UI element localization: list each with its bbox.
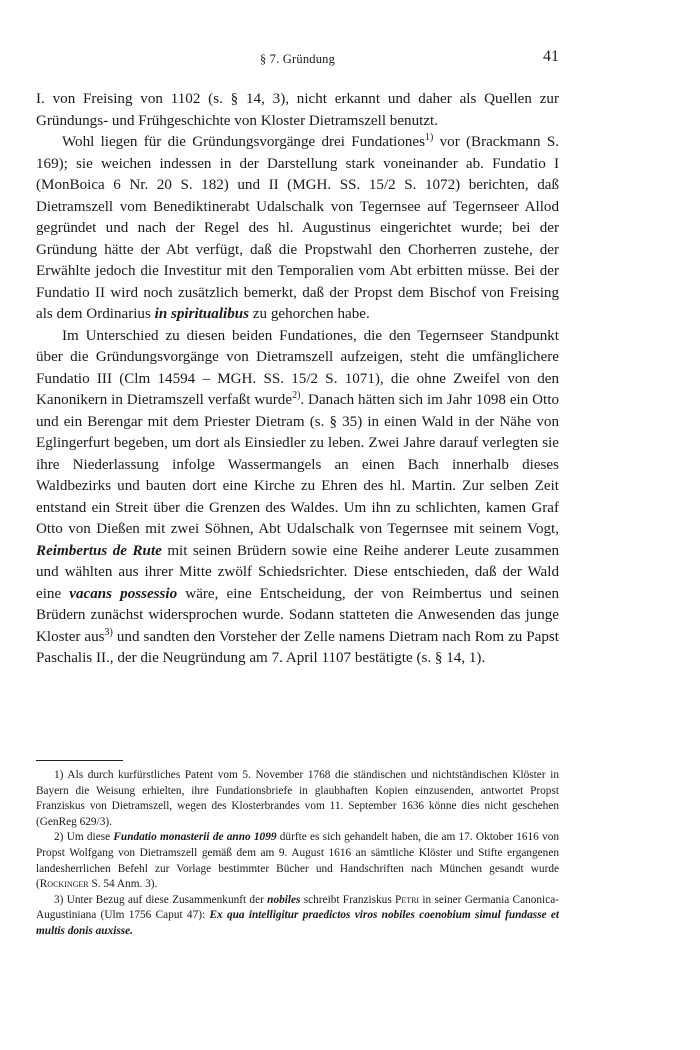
footnote-divider (36, 760, 123, 761)
footnote-1-text: Als durch kurfürstliches Patent vom 5. November 1768 die ständischen und nichtständischen Klöster in Bayern die Weisung erhielten, ihre Fundationsbriefe in glaubhaften Kopien einzusenden, antwortet Propst Franziskus von Dietramszell, wegen des Klosterbrandes vom 11. September 1636 könne dies nicht geschehen (GenReg 629/3). (36, 769, 559, 828)
footnote-3 (36, 893, 559, 940)
paragraph-3-text-e: und sandten den Vorsteher der Zelle namens Dietram nach Rom zu Papst Paschalis II., der die Neugründung am 7. April 1107 bestätigte (s. § 14, 1). (36, 628, 559, 666)
footnote-3-text-b: schreibt Franziskus (300, 893, 396, 906)
footnote-3-italic-quote: Ex qua intelligitur praedictos viros nobiles coenobium simul fundasse et multis donis auxisse. (36, 909, 560, 937)
footnote-3-text-a: Unter Bezug auf diese Zusammenkunft der (63, 893, 268, 906)
footnote-1-mark: 1) (54, 769, 64, 781)
paragraph-3-text-d: wäre, eine Entscheidung, der von Reimbertus und seinen Brüdern zunächst widersprochen wurde. Sodann statteten die Anwesenden das junge Kloster aus (36, 585, 559, 645)
paragraph-2-text-b: vor (Brackmann S. 169); sie weichen indessen in der Darstellung stark voneinander ab. Fundatio I (MonBoica 6 Nr. 20 S. 182) und II (MGH. SS. 15/2 S. 1072) berichten, daß Dietramszell vom Benediktinerabt Udalschalk von Tegernsee auf Tegernseer Allod gegründet und nach der Regel des hl. Augustinus eingerichtet wurde; bei der Gründung hätte der Abt verfügt, daß die Propstwahl den Chorherren zustehe, der Erwählte jedoch die Investitur mit den Temporalien vom Abt erbitten müsse. Bei der Fundatio II wird noch zusätzlich bemerkt, daß der Propst dem Bischof von Freising als dem Ordinarius (36, 134, 559, 322)
footnote-ref-3: 3) (104, 626, 113, 638)
page-header (36, 48, 559, 72)
footnote-2-text-b: dürfte es sich gehandelt haben, die am 17. Oktober 1616 von Propst Wolfgang von Dietramszell gemäß dem am 9. August 1616 an sämtliche Klöster und Stifte ergangenen landesherrlichen Befehl zur Vorlage bestimmter Bücher und Handschriften nach München gesandt wurde ( (36, 831, 560, 891)
paragraph-2-text-c: zu gehorchen habe. (249, 306, 370, 322)
footnote-3-text-c: in seiner Germania Canonica-Augustiniana (Ulm 1756 Caput 47): (36, 893, 559, 922)
paragraph-3 (36, 326, 559, 670)
footnote-3-italic-term: nobiles (267, 893, 301, 906)
footnote-2-author: Rockinger (39, 878, 89, 891)
page-number: 41 (543, 48, 559, 65)
footnote-3-author: Petri (395, 893, 420, 906)
paragraph-3-text-b: . Danach hätten sich im Jahr 1098 ein Otto und ein Berengar mit dem Priester Dietram (s. § 35) in einen Wald in der Nähe von Eglingerfurt begeben, um dort als Einsiedler zu leben. Zwei Jahre darauf verlegten sie ihre Niederlassung infolge Wassermangels an einen Bach innerhalb dieses Waldbezirks und bauten dort eine Kirche zu Ehren des hl. Martin. Zur selben Zeit entstand ein Streit über die Grenzen des Waldes. Um ihn zu schlichten, kamen Graf Otto von Dießen mit zwei Söhnen, Abt Udalschalk von Tegernsee mit seinem Vogt, (36, 392, 559, 537)
footnotes (36, 768, 559, 940)
paragraph-3-italic-name: Reimbertus de Rute (36, 542, 162, 559)
main-text (36, 89, 559, 670)
paragraph-3-text-c: mit seinen Brüdern sowie eine Reihe anderer Leute zusammen und wählten aus ihrer Mitte zwölf Schiedsrichter. Diese entschieden, daß der Wald eine (36, 542, 559, 602)
footnote-ref-1: 1) (425, 131, 434, 143)
footnote-3-mark: 3) (54, 893, 64, 906)
paragraph-2-italic: in spiritualibus (154, 306, 250, 322)
paragraph-2 (36, 132, 559, 326)
footnote-2-text-c: S. 54 Anm. 3). (88, 878, 158, 891)
paragraph-3-text-a: Im Unterschied zu diesen beiden Fundationes, die den Tegernseer Standpunkt über die Gründungsvorgänge von Dietramszell aufzeigen, steht die umfänglichere Fundatio III (Clm 14594 – MGH. SS. 15/2 S. 1071), die ohne Zweifel von den Kanonikern in Dietramszell verfaßt wurde (36, 327, 559, 408)
footnote-2-mark: 2) (54, 831, 64, 844)
paragraph-1 (36, 89, 559, 132)
running-head: § 7. Gründung (259, 52, 336, 66)
footnote-2 (36, 830, 559, 892)
footnote-2-italic: Fundatio monasterii de anno 1099 (113, 831, 277, 844)
paragraph-2-text-a: Wohl liegen für die Gründungsvorgänge drei Fundationes (62, 134, 425, 150)
paragraph-3-italic-term: vacans possessio (69, 585, 178, 602)
paragraph-1-text: I. von Freising von 1102 (s. § 14, 3), nicht erkannt und daher als Quellen zur Gründungs- und Frühgeschichte von Kloster Dietramszell benutzt. (36, 91, 559, 129)
footnote-1 (36, 768, 559, 830)
footnote-ref-2: 2) (292, 389, 301, 401)
footnote-2-text-a: Um diese (63, 831, 114, 844)
